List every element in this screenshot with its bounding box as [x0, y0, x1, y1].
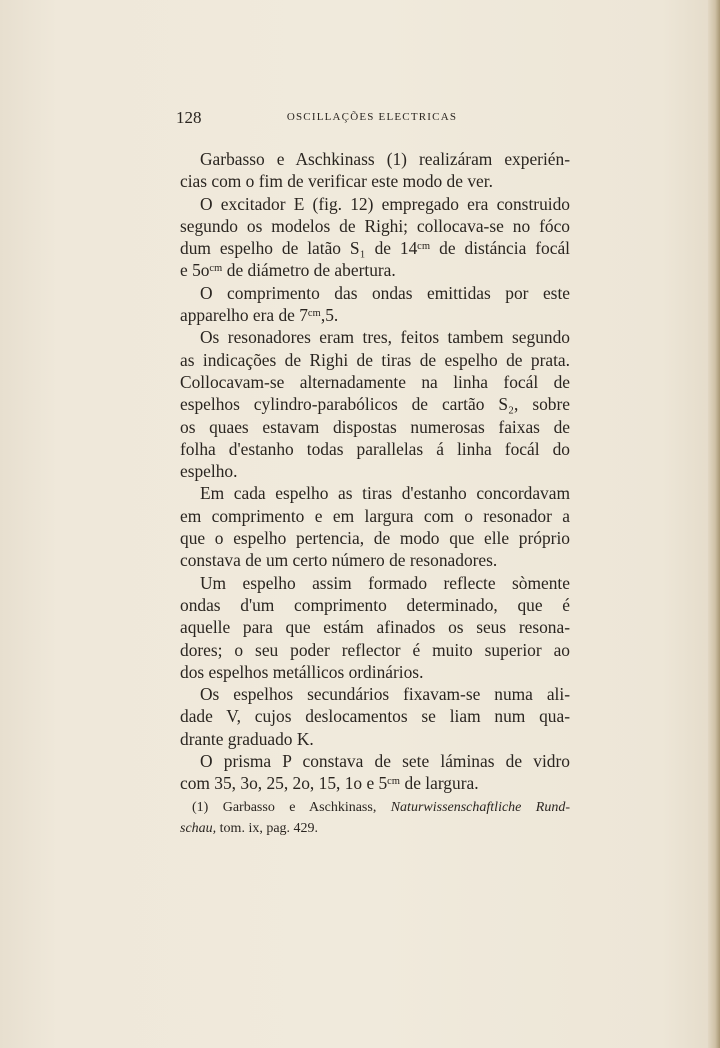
text-line: Um espelho assim formado reflecte sòmente [200, 572, 570, 593]
text-line: espelhos cylindro-parabólicos de cartão S₂, sobre [180, 394, 570, 415]
footnote-title: Naturwissenschaftliche Rund- [390, 800, 570, 815]
text-line: folha d'estanho todas parallelas á linha focál do [180, 438, 570, 459]
text-line: Collocavam-se alternadamente na linha focál de [180, 371, 570, 392]
text-line: Os resonadores eram tres, feitos tambem segundo [200, 327, 570, 348]
text-line: apparelho era de 7ᶜᵐ,5. [180, 305, 339, 326]
footnote-suffix: tom. ix, pag. 429. [216, 820, 319, 836]
text-line: dade V, cujos deslocamentos se liam num qua- [180, 706, 570, 727]
text-line: segundo os modelos de Righi; collocava-se no fóco [180, 215, 570, 236]
text-line: O comprimento das ondas emittidas por este [200, 282, 570, 303]
text-line: em comprimento e em largura com o resonador a [180, 505, 570, 526]
running-head: OSCILLAÇÕES ELECTRICAS [286, 111, 458, 123]
page-edge [708, 0, 720, 1048]
text-line: com 35, 3o, 25, 2o, 15, 1o e 5ᶜᵐ de largura. [180, 773, 479, 794]
text-line: constava de um certo número de resonadores. [180, 550, 498, 571]
text-line: espelho. [180, 461, 238, 482]
text-line: e 5oᶜᵐ de diámetro de abertura. [180, 260, 396, 281]
footnote-line [180, 819, 570, 840]
text-line: as indicações de Righi de tiras de espelho de prata. [180, 349, 570, 370]
page-header [176, 108, 568, 130]
footnote [180, 798, 570, 839]
footnote-prefix: (1) Garbasso e Aschkinass, [192, 800, 391, 815]
footnote-line [180, 798, 570, 819]
text-line: O prisma P constava de sete láminas de vidro [200, 751, 570, 772]
text-line: Os espelhos secundários fixavam-se numa ali- [200, 684, 570, 705]
text-line: que o espelho pertencia, de modo que elle próprio [180, 528, 570, 549]
footnote-title-cont: schau, [180, 820, 217, 836]
text-line: O excitador E (fig. 12) empregado era construido [200, 193, 570, 214]
text-line: os quaes estavam dispostas numerosas faixas de [180, 416, 570, 437]
text-line: dum espelho de latão S₁ de 14ᶜᵐ de distáncia focál [180, 238, 570, 259]
text-line: ondas d'um comprimento determinado, que é [180, 594, 570, 615]
text-line: Em cada espelho as tiras d'estanho concordavam [200, 483, 570, 504]
text-line: aquelle para que estám afinados os seus resona- [180, 617, 570, 638]
body-text [180, 148, 570, 795]
page-number: 128 [176, 108, 202, 127]
text-line: drante graduado K. [180, 728, 314, 749]
text-line: dos espelhos metállicos ordinários. [180, 661, 424, 682]
text-line: cias com o fim de verificar este modo de ver. [180, 171, 493, 192]
text-line: Garbasso e Aschkinass (1) realizáram experién- [200, 149, 570, 169]
text-line: dores; o seu poder reflector é muito superior ao [180, 639, 570, 660]
